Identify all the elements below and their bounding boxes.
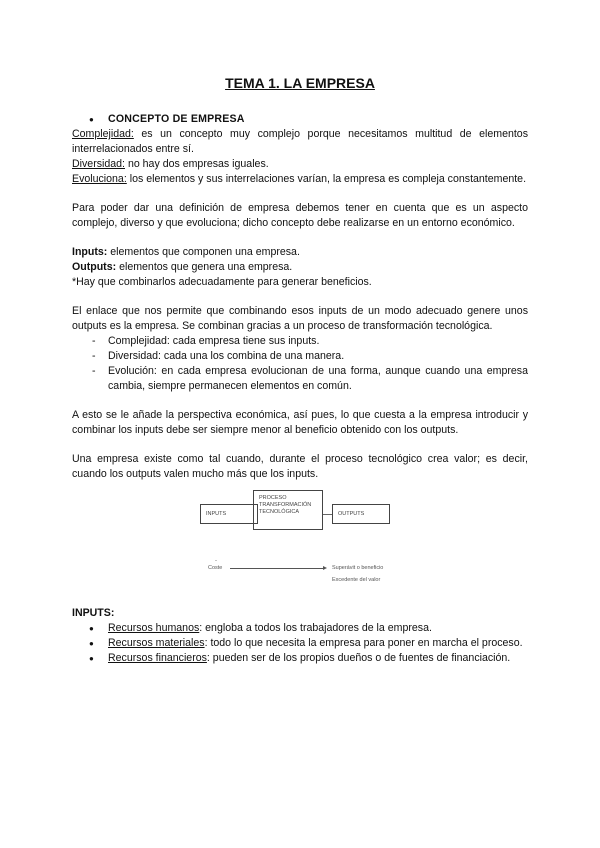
diagram-tick: - — [215, 558, 217, 564]
process-diagram — [72, 496, 528, 606]
diagram-proceso-box: PROCESO TRANSFORMACIÓN TECNOLÓGICA — [253, 490, 323, 530]
inputs-heading: INPUTS: — [72, 607, 115, 619]
document-page — [72, 74, 528, 666]
definition-evoluciona: Evoluciona: los elementos y sus interrelaciones varían, la empresa es compleja constantemente. — [72, 173, 527, 185]
paragraph-economica: A esto se le añade la perspectiva económica, así pues, lo que cuesta a la empresa introducir y combinar los inputs debe ser siempre menor al beneficio obtenido con los outputs. — [72, 409, 528, 436]
definition-complejidad: Complejidad: es un concepto muy complejo porque necesitamos multitud de elementos interrelacionados entre sí. — [72, 128, 528, 155]
dash-list — [72, 334, 528, 394]
diagram-outputs-box: OUTPUTS — [332, 504, 390, 524]
diagram-excedente-label: Excedente del valor — [332, 577, 381, 583]
diagram-connector — [323, 514, 332, 515]
outputs-definition: Outputs: elementos que genera una empresa. — [72, 261, 293, 273]
paragraph-valor: Una empresa existe como tal cuando, durante el proceso tecnológico crea valor; es decir, cuando los outputs valen mucho más que los inputs. — [72, 453, 528, 480]
paragraph-definicion: Para poder dar una definición de empresa debemos tener en cuenta que es un aspecto complejo, diverso y que evoluciona; dicho concepto debe realizarse en un entorno económico. — [72, 202, 528, 229]
inputs-definition: Inputs: elementos que componen una empresa. — [72, 246, 300, 258]
concepto-heading: ● CONCEPTO DE EMPRESA — [72, 112, 528, 127]
page-title: TEMA 1. LA EMPRESA — [225, 75, 375, 91]
diagram-arrow — [230, 568, 324, 569]
note-line: *Hay que combinarlos adecuadamente para generar beneficios. — [72, 276, 372, 288]
diagram-superavit-label: Superávit o beneficio — [332, 565, 384, 571]
concepto-list — [72, 112, 528, 127]
definition-diversidad: Diversidad: no hay dos empresas iguales. — [72, 158, 269, 170]
list-item: - Evolución: en cada empresa evolucionan de una forma, aunque cuando una empresa cambia, siempre permanecen elementos en común. — [72, 364, 528, 394]
paragraph-enlace: El enlace que nos permite que combinando esos inputs de un modo adecuado genere unos outputs es la empresa. Se combinan gracias a un proceso de transformación tecnológica. — [72, 305, 528, 332]
diagram-inputs-box: INPUTS — [200, 504, 258, 524]
list-item: ● Recursos materiales: todo lo que necesita la empresa para poner en marcha el proceso. — [72, 636, 528, 651]
diagram-coste-label: Coste — [208, 565, 223, 571]
list-item: - Diversidad: cada una los combina de una manera. — [72, 349, 528, 364]
inputs-list — [72, 621, 528, 666]
list-item: - Complejidad: cada empresa tiene sus inputs. — [72, 334, 528, 349]
list-item: ● Recursos financieros: pueden ser de los propios dueños o de fuentes de financiación. — [72, 651, 528, 666]
list-item: ● Recursos humanos: engloba a todos los trabajadores de la empresa. — [72, 621, 528, 636]
